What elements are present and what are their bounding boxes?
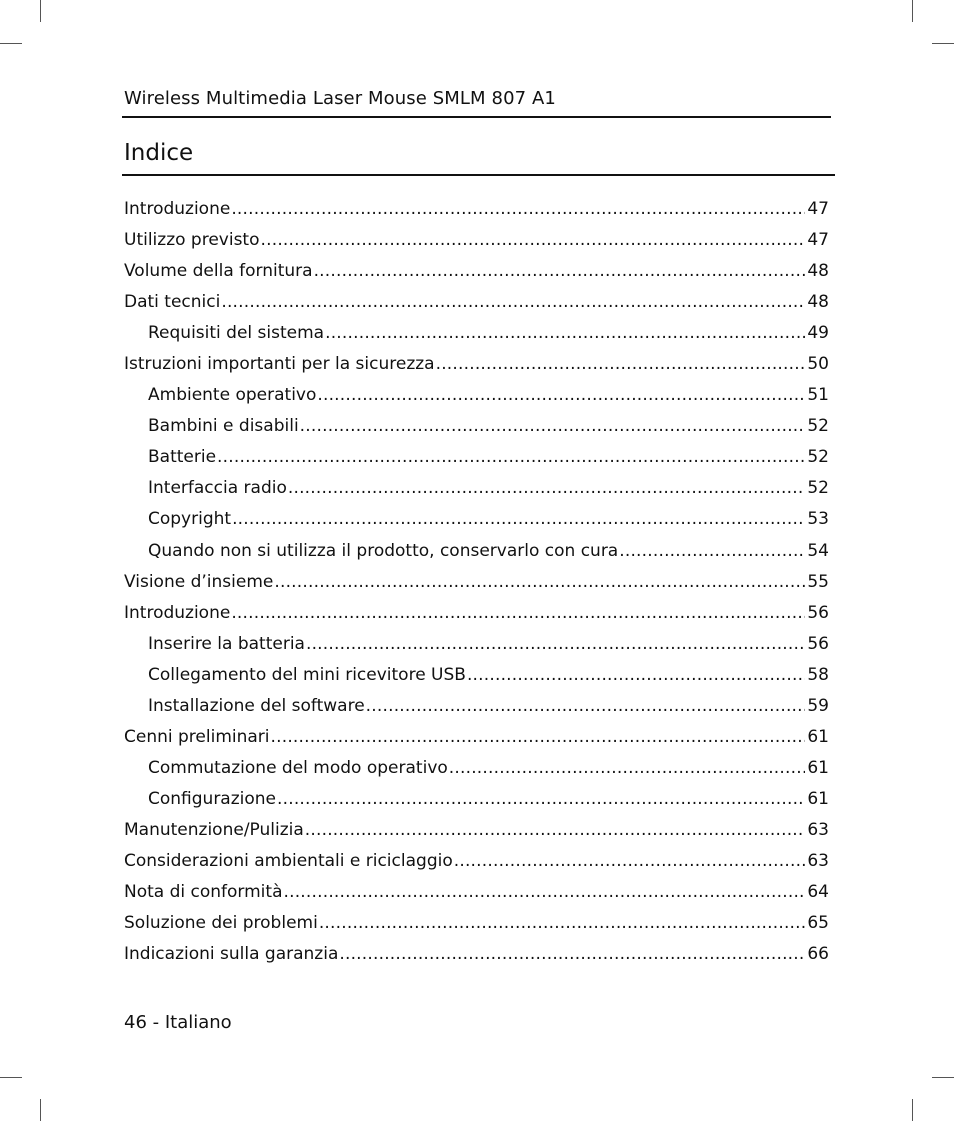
toc-entry-title: Istruzioni importanti per la sicurezza <box>124 354 435 375</box>
toc-entry-page-number: 55 <box>807 571 829 592</box>
toc-entry-page-number: 63 <box>807 850 829 871</box>
toc-entry-title: Batterie <box>148 447 217 468</box>
toc-entry-title: Manutenzione/Pulizia <box>124 819 304 840</box>
toc-entry-page-number: 52 <box>807 478 829 499</box>
document-header-title: Wireless Multimedia Laser Mouse SMLM 807 A1 <box>124 88 556 109</box>
toc-entry-page-number: 66 <box>807 944 829 965</box>
toc-dot-leader <box>274 567 805 598</box>
crop-mark-top-right-h <box>932 43 954 44</box>
toc-entry-page-number: 56 <box>807 633 829 654</box>
toc-entry-page-number: 53 <box>807 509 829 530</box>
toc-entry-title: Inserire la batteria <box>148 633 305 654</box>
toc-entry-title: Collegamento del mini ricevitore USB <box>148 664 466 685</box>
toc-entry[interactable] <box>124 225 829 256</box>
toc-entry-title: Ambiente operativo <box>148 385 317 406</box>
toc-entry-page-number: 48 <box>807 261 829 282</box>
toc-entry[interactable] <box>124 877 829 908</box>
toc-entry-title: Requisiti del sistema <box>148 323 325 344</box>
toc-entry-page-number: 61 <box>807 726 829 747</box>
toc-entry[interactable] <box>124 815 829 846</box>
toc-entry-page-number: 58 <box>807 664 829 685</box>
toc-dot-leader <box>221 287 805 318</box>
toc-entry-title: Interfaccia radio <box>148 478 287 499</box>
toc-entry[interactable] <box>124 536 829 567</box>
section-title: Indice <box>124 140 194 166</box>
toc-entry[interactable] <box>124 473 829 504</box>
toc-entry-page-number: 64 <box>807 882 829 903</box>
toc-entry-title: Bambini e disabili <box>148 416 299 437</box>
toc-dot-leader <box>232 504 805 535</box>
toc-entry-page-number: 50 <box>807 354 829 375</box>
toc-entry[interactable] <box>124 380 829 411</box>
toc-entry-title: Indicazioni sulla garanzia <box>124 944 339 965</box>
toc-entry-title: Copyright <box>148 509 232 530</box>
toc-dot-leader <box>325 318 805 349</box>
toc-entry[interactable] <box>124 598 829 629</box>
toc-dot-leader <box>284 877 806 908</box>
toc-entry-title: Considerazioni ambientali e riciclaggio <box>124 850 453 871</box>
toc-dot-leader <box>306 629 805 660</box>
toc-entry-page-number: 54 <box>807 540 829 561</box>
toc-entry-page-number: 61 <box>807 757 829 778</box>
toc-entry-page-number: 59 <box>807 695 829 716</box>
section-divider <box>122 174 835 176</box>
toc-dot-leader <box>277 784 805 815</box>
toc-entry[interactable] <box>124 846 829 877</box>
toc-entry[interactable] <box>124 256 829 287</box>
crop-mark-bottom-left-h <box>0 1077 22 1078</box>
page-footer: 46 - Italiano <box>124 1012 232 1033</box>
crop-mark-bottom-left <box>40 1099 41 1121</box>
toc-entry[interactable] <box>124 194 829 225</box>
toc-dot-leader <box>317 380 805 411</box>
toc-dot-leader <box>231 194 805 225</box>
toc-entry[interactable] <box>124 722 829 753</box>
toc-dot-leader <box>366 691 806 722</box>
toc-entry-title: Introduzione <box>124 199 231 219</box>
toc-entry-page-number: 52 <box>807 447 829 468</box>
toc-entry[interactable] <box>124 660 829 691</box>
toc-entry[interactable] <box>124 504 829 535</box>
toc-entry-title: Commutazione del modo operativo <box>148 757 448 778</box>
toc-entry[interactable] <box>124 784 829 815</box>
toc-dot-leader <box>261 225 806 256</box>
toc-entry[interactable] <box>124 691 829 722</box>
toc-dot-leader <box>231 598 805 629</box>
toc-entry-title: Configurazione <box>148 788 277 809</box>
toc-dot-leader <box>339 939 805 970</box>
toc-entry-page-number: 65 <box>807 913 829 934</box>
toc-dot-leader <box>319 908 806 939</box>
toc-dot-leader <box>314 256 806 287</box>
toc-dot-leader <box>288 473 805 504</box>
crop-mark-top-left <box>40 0 41 22</box>
toc-entry-title: Visione d’insieme <box>124 571 274 592</box>
toc-entry[interactable] <box>124 411 829 442</box>
toc-entry-title: Installazione del software <box>148 695 365 716</box>
table-of-contents <box>124 194 829 970</box>
toc-dot-leader <box>454 846 806 877</box>
toc-entry[interactable] <box>124 567 829 598</box>
toc-entry-title: Cenni preliminari <box>124 726 270 747</box>
toc-dot-leader <box>449 753 806 784</box>
toc-dot-leader <box>271 722 806 753</box>
header-divider <box>122 116 831 118</box>
toc-entry-title: Dati tecnici <box>124 292 221 313</box>
toc-entry-title: Quando non si utilizza il prodotto, conservarlo con cura <box>148 540 619 561</box>
toc-entry[interactable] <box>124 753 829 784</box>
toc-entry[interactable] <box>124 629 829 660</box>
toc-entry[interactable] <box>124 349 829 380</box>
toc-dot-leader <box>217 442 805 473</box>
toc-entry-page-number: 47 <box>807 199 829 219</box>
toc-entry-page-number: 61 <box>807 788 829 809</box>
crop-mark-bottom-right <box>912 1099 913 1121</box>
toc-entry-title: Nota di conformità <box>124 882 283 903</box>
toc-entry-page-number: 63 <box>807 819 829 840</box>
toc-entry[interactable] <box>124 287 829 318</box>
crop-mark-top-left-h <box>0 43 22 44</box>
toc-entry-page-number: 51 <box>807 385 829 406</box>
toc-entry[interactable] <box>124 908 829 939</box>
toc-dot-leader <box>619 536 805 567</box>
toc-entry-title: Soluzione dei problemi <box>124 913 318 934</box>
toc-entry[interactable] <box>124 318 829 349</box>
toc-entry[interactable] <box>124 939 829 970</box>
crop-mark-bottom-right-h <box>932 1077 954 1078</box>
toc-entry-title: Volume della fornitura <box>124 261 313 282</box>
toc-entry-page-number: 47 <box>807 230 829 251</box>
toc-dot-leader <box>436 349 806 380</box>
toc-entry-page-number: 48 <box>807 292 829 313</box>
toc-dot-leader <box>467 660 805 691</box>
toc-entry-page-number: 49 <box>807 323 829 344</box>
crop-mark-top-right <box>912 0 913 22</box>
toc-entry-page-number: 56 <box>807 602 829 623</box>
toc-entry-page-number: 52 <box>807 416 829 437</box>
toc-entry-title: Introduzione <box>124 602 231 623</box>
toc-entry[interactable] <box>124 442 829 473</box>
toc-dot-leader <box>305 815 806 846</box>
toc-dot-leader <box>300 411 806 442</box>
toc-entry-title: Utilizzo previsto <box>124 230 260 251</box>
